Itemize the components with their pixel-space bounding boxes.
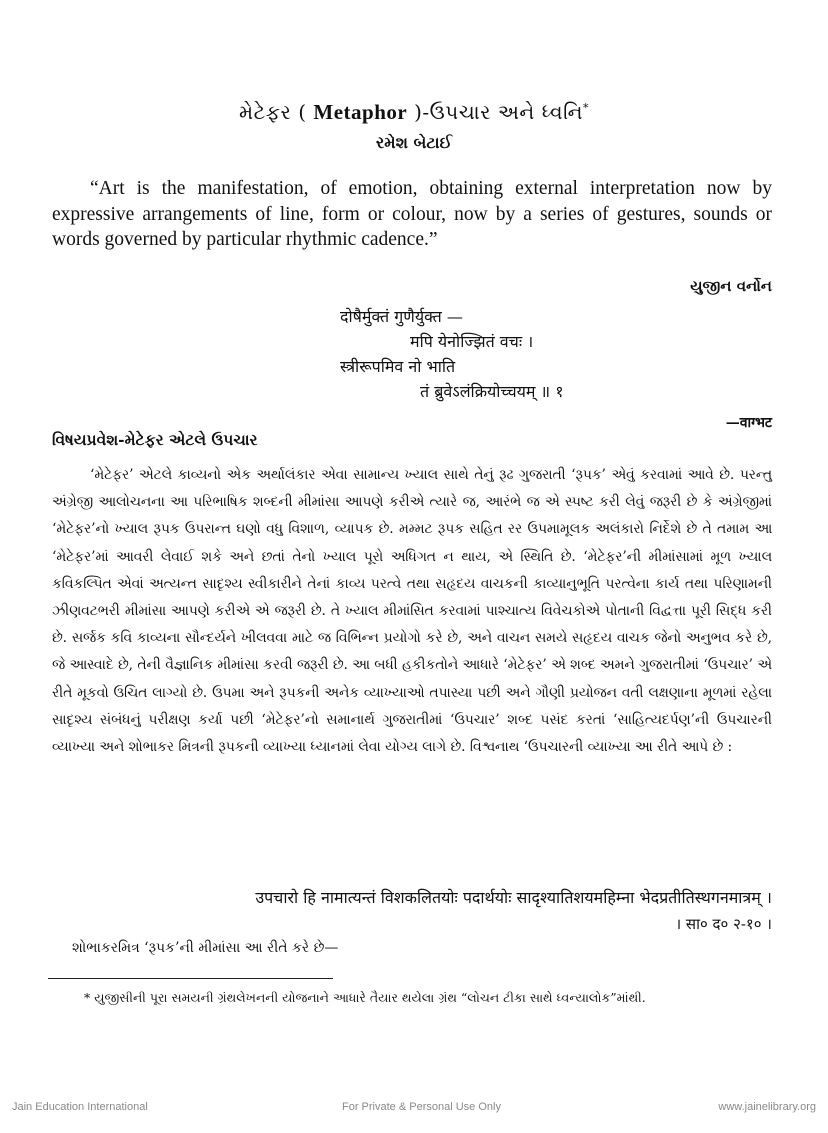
article-title	[0, 100, 828, 125]
author-name: રમેશ બેટાઈ	[376, 133, 452, 152]
footer-usage-note: For Private & Personal Use Only	[342, 1101, 501, 1113]
footer-publisher: Jain Education International	[12, 1101, 148, 1113]
verse-line: दोषैर्मुक्तं गुणैर्युक्त —	[340, 307, 463, 326]
sanskrit-citation: उपचारो हि नामात्यन्तं विशकलितयोः पदार्थयोः सादृश्यातिशयमहिम्ना भेदप्रतीतिस्थगनमात्रम् ।	[255, 888, 772, 907]
verse-attribution: —वाग्भट	[725, 415, 772, 431]
body-paragraph: ‘મેટેફર’ એટલે કાવ્યનો એક અર્થાલંકાર એવા સામાન્ય ખ્યાલ સાથે તેનું રૂઢ ગુજરાતી ‘રૂપક’ એવું કરવામાં આવે છે. પરન્તુ અંગ્રેજી આલોચનના આ પરિભાષિક શબ્દની મીમાંસા આપણે કરીએ ત્યારે જ, આરંભે જ એ સ્પષ્ટ કરી લેવું જરૂરી છે કે અંગ્રેજીમાં ‘મેટેફર’નો ખ્યાલ રૂપક ઉપરાન્ત ઘણો વધુ વિશાળ, વ્યાપક છે. મમ્મટ રૂપક સહિત રર ઉપમામૂલક અલંકારો નિર્દેશે છે તે તમામ આ ‘મેટેફર’માં આવરી લેવાઈ શકે અને છતાં તેનો ખ્યાલ પૂરો અધિગત ન થાય, એ સ્થિતિ છે. ‘મેટેફર’ની મીમાંસામાં મૂળ ખ્યાલ કવિકલ્પિત એવાં અત્યન્ત સાદૃશ્ય સ્વીકારીને તેનાં કાવ્ય પરત્વે તથા સહૃદય વાચકની કાવ્યાનુભૂતિ પરત્વેના કાર્ય તથા પરિણામની ઝીણવટભરી મીમાંસા આપણે કરીએ એ જરૂરી છે. તે ખ્યાલ મીમાંસિત કરવામાં પાશ્ચાત્ય વિવેચકોએ પોતાની વિદ્વત્તા પૂરી સિદ્ધ કરી છે. સર્જક કવિ કાવ્યના સૌન્દર્યને ખીલવવા માટે જ વિભિન્ન પ્રયોગો કરે છે, અને વાચન સમયે સહૃદય વાચક જેનો અનુભવ કરે છે, જે આસ્વાદે છે, તેની વૈજ્ઞાનિક મીમાંસા કરવી જરૂરી છે. આ બધી હકીકતોને આધારે ‘મેટેફર’ એ શબ્દ અમને ગુજરાતીમાં ‘ઉપચાર’ એ રીતે મૂકવો ઉચિત લાગ્યો છે. ઉપમા અને રૂપકની અનેક વ્યાખ્યાઓ તપાસ્યા પછી અને ગૌણી પ્રયોજન વતી લક્ષણાના મૂળમાં રહેલા સાદૃશ્ય સંબંધનું પરીક્ષણ કર્યા પછી ‘મેટેફર’નો સમાનાર્થ ગુજરાતીમાં ‘ઉપચાર’ શબ્દ પસંદ કરતાં ‘સાહિત્યદર્પણ’ની ઉપચારની વ્યાખ્યા અને શોભાકર મિત્રની રૂપકની વ્યાખ્યા ધ્યાનમાં લેવા યોગ્ય લાગે છે. વિશ્વનાથ ‘ઉપચારની વ્યાખ્યા આ રીતે આપે છે :	[52, 467, 772, 756]
verse-line: स्त्रीरूपमिव नो भाति	[340, 357, 456, 376]
epigraph-quote: “Art is the manifestation, of emotion, obtaining external interpretation now by expressive arrangements of line, form or colour, now by a series of gestures, sounds or words governed by particular rhythmic cadence.”	[52, 178, 772, 250]
title-gujarati-prefix: મેટેફર (	[238, 100, 307, 124]
section-heading: વિષયપ્રવેશ-મેટેફર એટલે ઉપચાર	[52, 430, 258, 449]
epigraph-attribution: યુજીન વર્નોન	[690, 277, 772, 295]
citation-reference: । सा० द० २-१० ।	[675, 915, 772, 933]
footer-website-link[interactable]: www.jainelibrary.org	[718, 1101, 816, 1113]
verse-line: मपि येनोज्झितं वचः ।	[410, 332, 534, 351]
footnote-marker: *	[583, 101, 589, 115]
footnote-divider	[48, 978, 333, 979]
verse-line: तं ब्रुवेऽलंक्रियोच्चयम् ॥ १	[420, 382, 564, 401]
title-gujarati-suffix: )-ઉપચાર અને ધ્વનિ	[414, 100, 583, 124]
footnote: * યુજીસીની પૂરા સમયની ગ્રંથલેખનની યોજનાને આધારે તૈયાર થયેલા ગ્રંથ “લોચન ટીકા સાથે ધ્વન્યાલોક”માંથી.	[84, 990, 646, 1005]
title-english: Metaphor	[313, 100, 408, 124]
closing-line: શોભાકરમિત્ર ‘રૂપક’ની મીમાંસા આ રીતે કરે છે—	[72, 940, 339, 956]
